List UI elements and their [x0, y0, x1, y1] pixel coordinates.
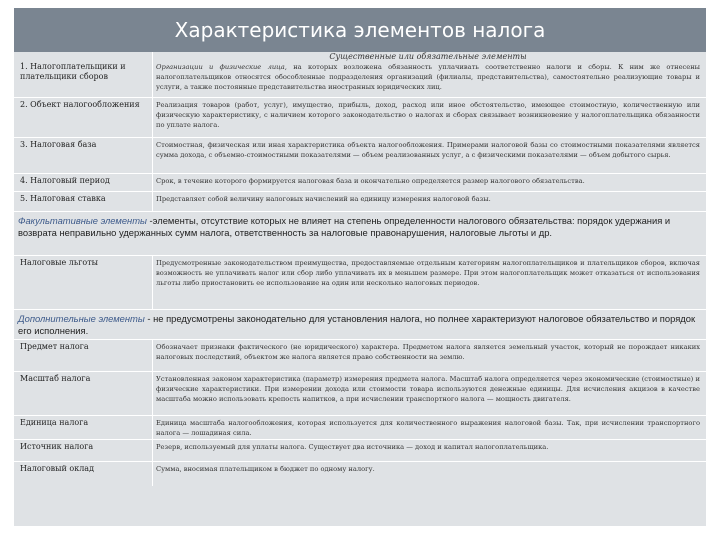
- elements-table: [14, 52, 706, 526]
- table-row: [14, 192, 706, 212]
- table-row: [14, 98, 706, 138]
- table-row: [14, 52, 706, 98]
- definition-cell: Обозначает признаки фактического (не юридического) характера. Предметом налога является земельный участок, который не порождает никаких налоговых последствий, объектом же налога является право собственности на землю.: [156, 343, 700, 361]
- optional-elements-text: Факультативные элементы -элементы, отсутствие которых не влияет на степень определенности налогового обязательства: порядок удержания и возврата неправильно удержанных сумм налога, ответственность за налоговые правонарушения, налоговые льготы и др.: [18, 215, 671, 238]
- term-cell: Предмет налога: [20, 342, 89, 351]
- table-row: [14, 416, 706, 440]
- optional-label: Факультативные элементы: [18, 215, 147, 226]
- additional-elements-text: Дополнительные элементы - не предусмотрены законодательно для установления налога, но полнее характеризуют налоговое обязательство и порядок его исполнения.: [18, 313, 696, 336]
- term-cell: 3. Налоговая база: [20, 140, 97, 149]
- definition-cell: Резерв, используемый для уплаты налога. Существует два источника — доход и капитал налогоплательщика.: [156, 443, 549, 451]
- optional-elements-row: [14, 212, 706, 256]
- definition-cell: Установленная законом характеристика (параметр) измерения предмета налога. Масштаб налога определяется через экономические (стоимостные) и физические характеристики. При измерении дохода или стоимости товара используются денежные единицы. Для исчисления акцизов в качестве масштаба можно использовать крепость напитков, а при исчислении транспортного налога — мощность двигателя.: [156, 375, 700, 403]
- table-row: [14, 440, 706, 462]
- definition-cell: Представляет собой величину налоговых начислений на единицу измерения налоговой базы.: [156, 195, 491, 203]
- term-cell: 5. Налоговая ставка: [20, 194, 106, 203]
- table-row: [14, 174, 706, 192]
- term-cell: 1. Налогоплательщики и плательщики сборов: [20, 62, 126, 81]
- term-cell: Масштаб налога: [20, 374, 91, 383]
- definition-cell: Организации и физические лица, на которых возложена обязанность уплачивать соответственно налоги и сборы. К ним же отнесены налогоплательщиков относятся обособленные подразделения организаций (филиалы, представительства), самостоятельно реализующие товары и услуги, а также постоянные представительства иностранных юридических лиц.: [156, 63, 701, 91]
- slide-title: Характеристика элементов налога: [174, 18, 546, 42]
- definition-cell: Реализация товаров (работ, услуг), имущество, прибыль, доход, расход или иное обстоятельство, имеющее стоимостную, количественную или физическую характеристику, с наличием которого законодательство о налогах и сборах связывает возникновение у налогоплательщика обязанности по уплате налога.: [156, 101, 700, 129]
- term-cell: Источник налога: [20, 442, 94, 451]
- table-row: [14, 372, 706, 416]
- column-divider: [152, 256, 153, 310]
- term-cell: 2. Объект налогообложения: [20, 100, 140, 109]
- table-row: [14, 462, 706, 486]
- mandatory-header: Существенные или обязательные элементы: [329, 52, 527, 61]
- table-row: [14, 138, 706, 174]
- table-row: [14, 340, 706, 372]
- definition-cell: Срок, в течение которого формируется налоговая база и окончательно определяется размер налогового обязательства.: [156, 177, 585, 185]
- title-bar: [14, 8, 706, 52]
- additional-elements-row: [14, 310, 706, 340]
- definition-cell: Предусмотренные законодательством преимущества, предоставляемые отдельным категориям налогоплательщиков и плательщиков сборов, включая возможность не уплачивать налог или сбор либо уплачивать их в меньшем размере. При этом налогоплательщик может отказаться от использования льготы либо приостановить ее использование на один или несколько налоговых периодов.: [156, 259, 700, 287]
- additional-label: Дополнительные элементы: [18, 313, 145, 324]
- term-cell: 4. Налоговый период: [20, 176, 110, 185]
- definition-cell: Единица масштаба налогообложения, которая используется для количественного выражения налоговой базы. Так, при исчислении транспортного налога — лошадиная сила.: [156, 419, 700, 437]
- column-divider: [152, 340, 153, 486]
- column-divider: [152, 52, 153, 212]
- definition-cell: Стоимостная, физическая или иная характеристика объекта налогообложения. Примерами налоговой базы со стоимостными показателями является сумма дохода, с объемно-стоимостными показателями — объем реализованных услуг, а с физическими показателями — объем добытого сырья.: [156, 141, 700, 159]
- table-row: [14, 256, 706, 310]
- term-cell: Налоговый оклад: [20, 464, 94, 473]
- definition-cell: Сумма, вносимая плательщиком в бюджет по одному налогу.: [156, 465, 375, 473]
- term-cell: Налоговые льготы: [20, 258, 99, 267]
- term-cell: Единица налога: [20, 418, 89, 427]
